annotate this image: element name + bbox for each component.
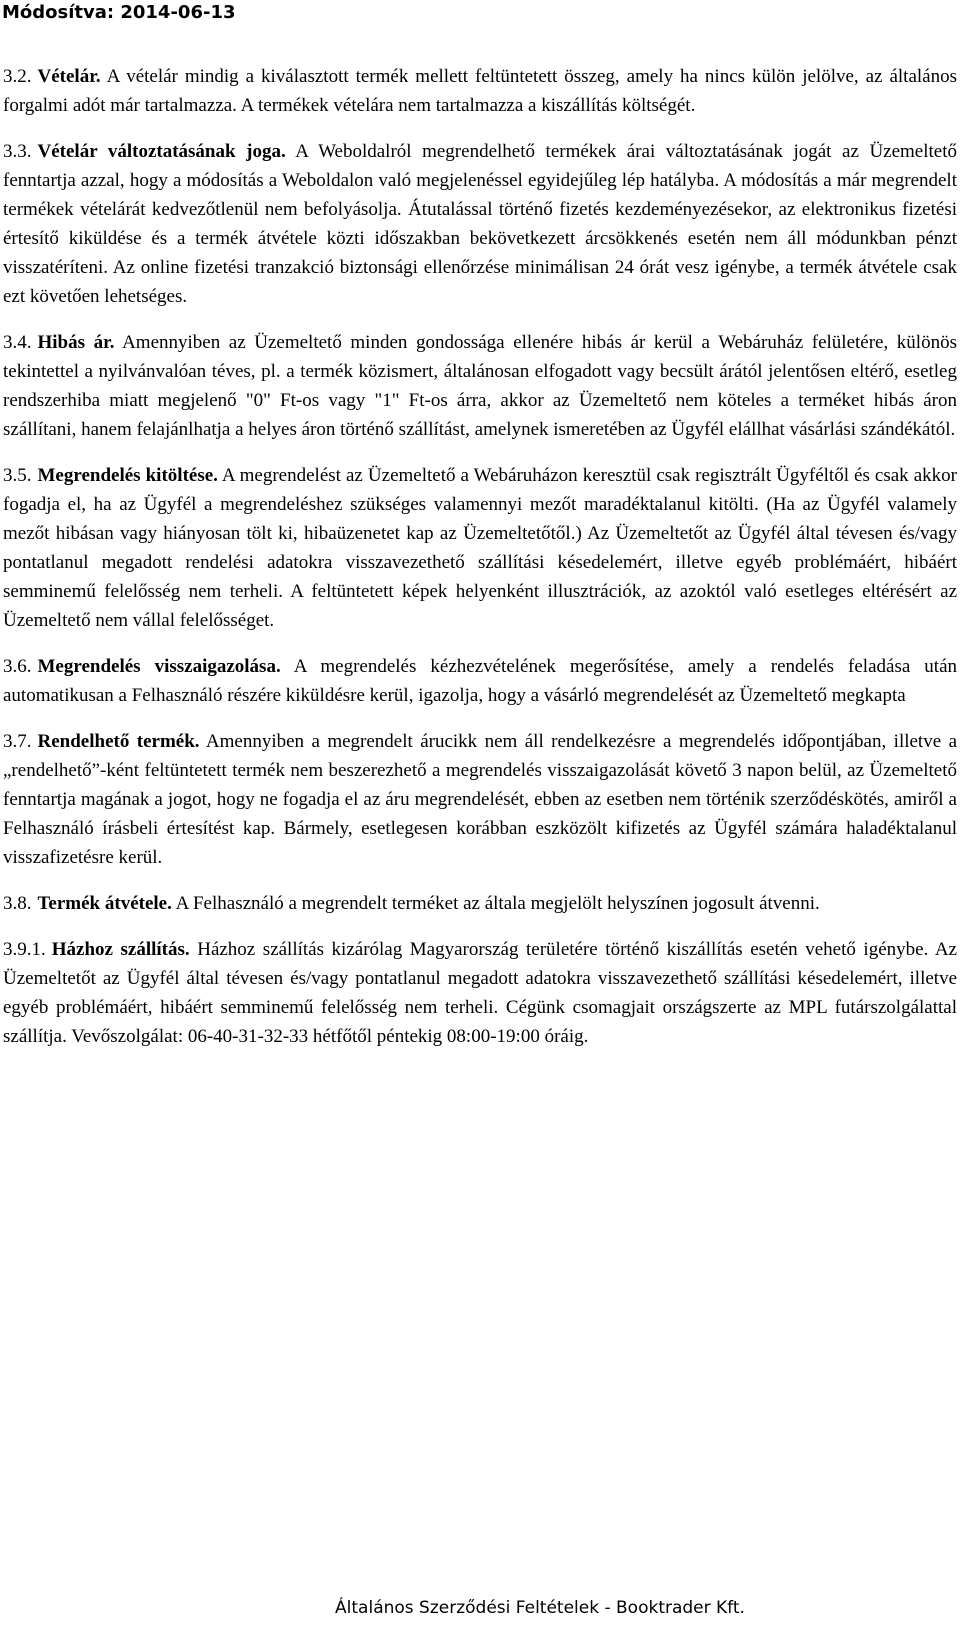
section-heading: Házhoz szállítás.: [51, 939, 190, 960]
section-text: Házhoz szállítás kizárólag Magyarország területére történő kiszállítás esetén vehető igénybe. Az Üzemeltetőt az Ügyfél által tévesen és/vagy pontatlanul megadott adatokra visszavezethető szállítási késedelemért, illetve egyéb problémáért, hibáért semminemű felelősség nem terheli. Cégünk csomagjait országszerte az MPL futárszolgálattal szállítja. Vevőszolgálat: 06-40-31-32-33 hétfőtől péntekig 08:00-19:00 óráig.: [3, 939, 957, 1047]
section-text: A megrendelést az Üzemeltető a Webáruházon keresztül csak regisztrált Ügyféltől és csak akkor fogadja el, ha az Ügyfél a megrendeléshez szükséges valamennyi mezőt maradéktalanul kitölti. (Ha az Ügyfél valamely mezőt hibásan vagy hiányosan tölt ki, hibaüzenetet kap az Üzemeltetőtől.) Az Üzemeltetőt az Ügyfél által tévesen és/vagy pontatlanul megadott rendelési adatokra visszavezethető szállítási késedelemért, illetve egyéb problémáért, hibáért semminemű felelősség nem terheli. A feltüntetett képek helyenként illusztrációk, az azoktól való esetleges eltérésért az Üzemeltető nem vállal felelősséget.: [3, 465, 957, 631]
section-heading: Rendelhető termék.: [37, 731, 200, 752]
section-number: 3.4.: [3, 332, 32, 353]
section-text: A Weboldalról megrendelhető termékek árai változtatásának jogát az Üzemeltető fenntartja azzal, hogy a módosítás a Weboldalon való megjelenéssel egyidejűleg lép hatályba. A módosítás a már megrendelt termékek vételárát kedvezőtlenül nem befolyásolja. Átutalással történő fizetés kezdeményezésekor, az elektronikus fizetési értesítő kiküldése és a termék átvétele közti időszakban bekövetkezett árcsökkenés esetén nem áll módunkban pénzt visszatéríteni. Az online fizetési tranzakció biztonsági ellenőrzése minimálisan 24 órát vesz igénybe, a termék átvétele csak ezt követően lehetséges.: [3, 141, 958, 307]
section-heading: Vételár változtatásának joga.: [37, 141, 286, 162]
section-number: 3.2.: [3, 66, 32, 87]
section-heading: Megrendelés kitöltése.: [37, 465, 218, 486]
page-footer: [0, 1598, 960, 1618]
section-3-7: [3, 727, 957, 872]
section-3-6: [3, 652, 957, 710]
section-number: 3.5.: [3, 465, 32, 486]
section-number: 3.8.: [3, 893, 32, 914]
document-body: [3, 62, 957, 1068]
section-text: A vételár mindig a kiválasztott termék mellett feltüntetett összeg, amely ha nincs külön jelölve, az általános forgalmi adót már tartalmazza. A termékek vételára nem tartalmazza a kiszállítás költségét.: [3, 66, 957, 116]
section-text: Amennyiben a megrendelt árucikk nem áll rendelkezésre a megrendelés időpontjában, illetve a „rendelhető”-ként feltüntetett termék nem beszerezhető a megrendelés visszaigazolását követő 3 napon belül, az Üzemeltető fenntartja magának a jogot, hogy ne fogadja el az áru megrendelését, ebben az esetben nem történik szerződéskötés, amiről a Felhasználó írásbeli értesítést kap. Bármely, esetlegesen korábban eszközölt kifizetés az Ügyfél számára haladéktalanul visszafizetésre kerül.: [3, 731, 957, 868]
section-3-3: [3, 137, 957, 311]
section-text: Amennyiben az Üzemeltető minden gondossága ellenére hibás ár kerül a Webáruház felületére, különös tekintettel a nyilvánvalóan téves, pl. a termék közismert, általánosan elfogadott vagy becsült árától jelentősen eltérő, esetleg rendszerhiba miatt megjelenő "0" Ft-os vagy "1" Ft-os árra, akkor az Üzemeltető nem köteles a terméket hibás áron szállítani, hanem felajánlhatja a helyes áron történő szállítást, amelynek ismeretében az Ügyfél elállhat vásárlási szándékától.: [3, 332, 957, 440]
section-3-9-1: [3, 935, 957, 1051]
section-text: A megrendelés kézhezvételének megerősítése, amely a rendelés feladása után automatikusan a Felhasználó részére kiküldésre kerül, igazolja, hogy a vásárló megrendelését az Üzemeltető megkapta: [3, 656, 958, 706]
footer-text: Általános Szerződési Feltételek - Booktrader Kft.: [335, 1598, 745, 1618]
section-heading: Vételár.: [37, 66, 101, 87]
section-3-2: [3, 62, 957, 120]
section-3-8: [3, 889, 957, 918]
section-number: 3.6.: [3, 656, 32, 677]
modified-date: Módosítva: 2014-06-13: [2, 2, 236, 23]
section-3-4: [3, 328, 957, 444]
section-heading: Hibás ár.: [37, 332, 115, 353]
section-text: A Felhasználó a megrendelt terméket az általa megjelölt helyszínen jogosult átvenni.: [175, 893, 820, 914]
section-number: 3.3.: [3, 141, 32, 162]
section-3-5: [3, 461, 957, 635]
section-number: 3.7.: [3, 731, 32, 752]
section-heading: Megrendelés visszaigazolása.: [37, 656, 281, 677]
section-heading: Termék átvétele.: [37, 893, 172, 914]
section-number: 3.9.1.: [3, 939, 46, 960]
